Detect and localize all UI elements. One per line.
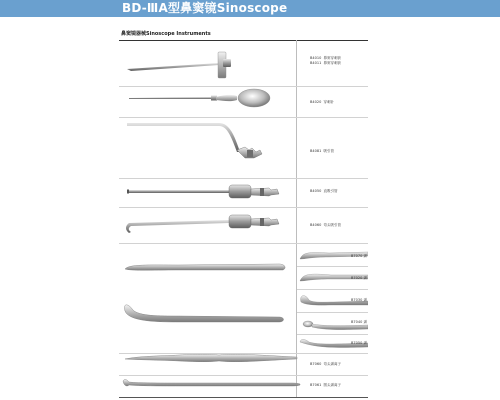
product-code-label: B4010 鼻窦穿刺套 [310,56,342,60]
trocar-icon [127,52,231,78]
puncture-needle-icon [129,89,270,107]
product-code-label: B7040 剥 [351,320,367,324]
product-code-label: B7061 圆头剥离子 [310,383,342,387]
instrument-illustrations [119,40,368,397]
product-code-label: B7070 剥 [351,254,367,258]
page-title: BD-ⅢA型鼻窦镜Sinoscope [122,1,288,15]
elevator-curved-icon [124,305,283,322]
double-elevator-icon [125,354,297,362]
table-bottom-rule [119,397,368,398]
page-header [0,0,500,17]
product-code-label: B7060 弯头剥离子 [310,362,342,366]
product-code-label: B7020 剥 [351,276,367,280]
product-code-label: B4050 直吸引管 [310,189,338,193]
round-head-elevator-icon [123,379,300,386]
product-code-label: B7050 剥 [351,341,367,345]
suction-tube-icon [127,123,262,158]
product-code-label: B4081 吸引管 [310,149,335,153]
product-code-label: B7030 剥 [351,298,367,302]
elevator-straight-icon [125,264,285,270]
product-code-label: B4060 弯头吸引管 [310,223,342,227]
section-title: 鼻窦镜器械Sinoscope Instruments [121,31,211,37]
product-code-label: B4020 穿刺针 [310,100,335,104]
product-code-label: B4011 鼻窦穿刺套 [310,61,342,65]
straight-suction-tube-icon [127,185,279,198]
curved-suction-tube-icon [126,215,279,233]
